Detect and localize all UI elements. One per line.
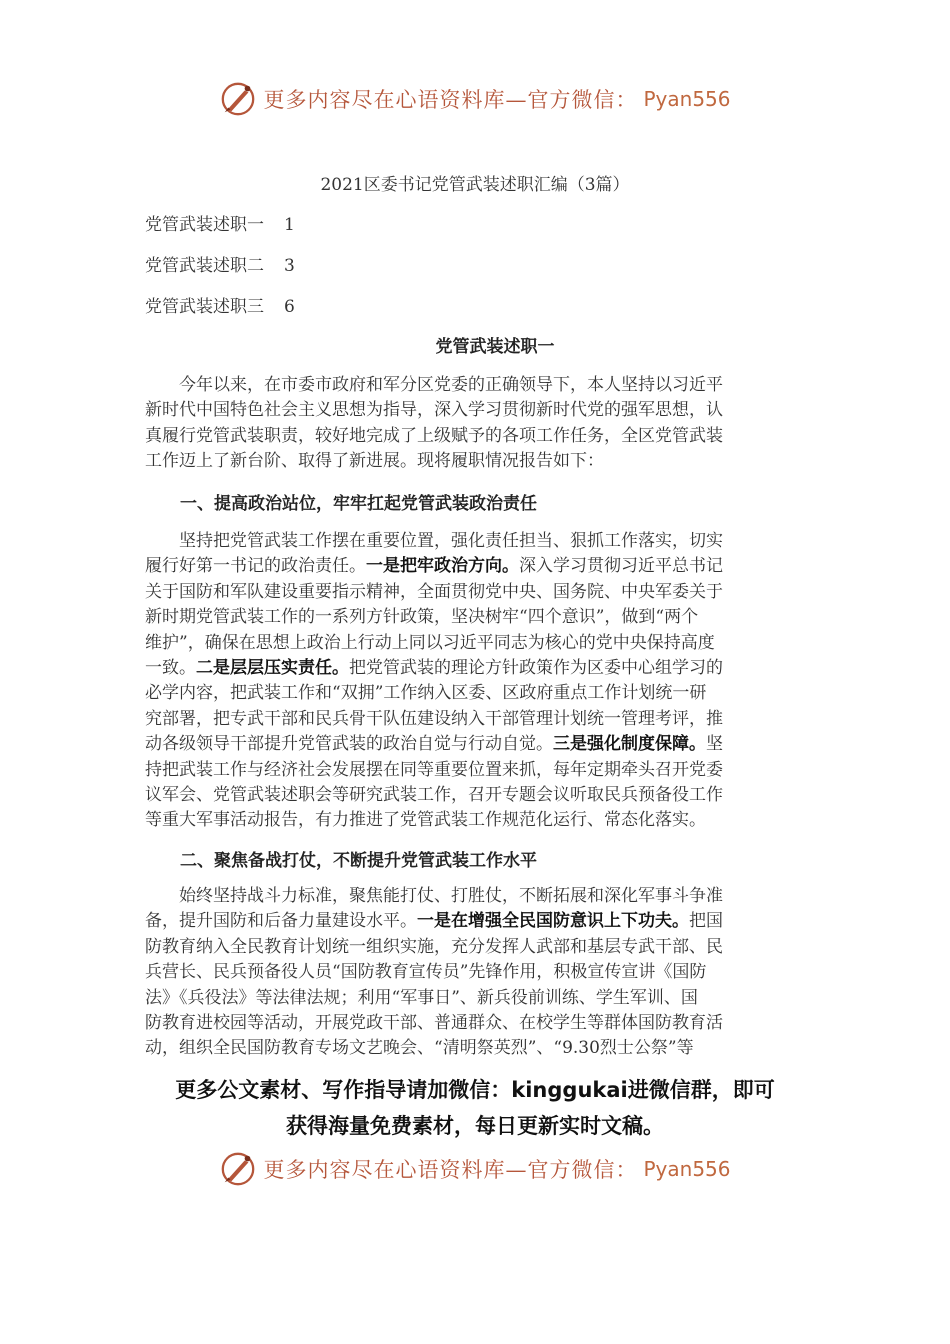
text-line: 究部署，把专武干部和民兵骨干队伍建设纳入干部管理计划统一管理考评，推 (145, 708, 723, 729)
text-run: 深入学习贯彻习近平总书记 (519, 556, 723, 577)
toc-item-page: 1 (284, 215, 295, 235)
paragraph-1 (145, 529, 805, 834)
promo-line: 更多公文素材、写作指导请加微信：kinggukai进微信群，即可 (175, 1078, 775, 1102)
toc-item-label: 党管武装述职二 (145, 256, 264, 276)
toc-item-page: 3 (284, 256, 295, 276)
banner-text: 更多内容尽在心语资料库—官方微信： (263, 1158, 638, 1182)
text-line: 等重大军事活动报告，有力推进了党管武装工作规范化运行、常态化落实。 (145, 810, 706, 831)
pen-logo-icon (219, 80, 257, 118)
text-line: 今年以来，在市委市政府和军分区党委的正确领导下，本人坚持以习近平 (179, 375, 723, 395)
document-title: 2021区委书记党管武装述职汇编（3篇） (320, 175, 630, 195)
heading-2: 二、聚焦备战打仗，不断提升党管武装工作水平 (180, 851, 537, 871)
toc-item[interactable] (145, 210, 295, 235)
footer-banner (0, 1150, 950, 1198)
text-run: 履行好第一书记的政治责任。 (145, 556, 366, 577)
text-line (145, 909, 805, 934)
section-title: 党管武装述职一 (435, 337, 555, 357)
text-line (145, 656, 805, 681)
promo-line: 获得海量免费素材，每日更新实时文稿。 (286, 1114, 664, 1138)
text-run: 动各级领导干部提升党管武装的政治自觉与行动自觉。 (145, 734, 553, 755)
text-line: 法》《兵役法》等法律法规；利用“军事日”、新兵役前训练、学生军训、国 (145, 987, 698, 1008)
keypoint-2: 二是层层压实责任。 (196, 657, 349, 678)
text-line: 必学内容，把武装工作和“双拥”工作纳入区委、区政府重点工作计划统一研 (145, 683, 707, 704)
text-line: 坚持把党管武装工作摆在重要位置，强化责任担当、狠抓工作落实，切实 (179, 531, 723, 551)
text-line (145, 732, 805, 757)
text-line (145, 554, 805, 579)
keypoint-1: 一是把牢政治方向。 (366, 556, 519, 577)
text-run: 把党管武装的理论方针政策作为区委中心组学习的 (349, 657, 723, 678)
header-banner (0, 80, 950, 128)
text-line: 防教育纳入全民教育计划统一组织实施，充分发挥人武部和基层专武干部、民 (145, 936, 723, 957)
toc-item[interactable] (145, 251, 295, 276)
toc-item-label: 党管武装述职三 (145, 297, 264, 317)
heading-1: 一、提高政治站位，牢牢扛起党管武装政治责任 (180, 494, 537, 514)
text-run: 一致。 (145, 657, 196, 678)
text-line: 兵营长、民兵预备役人员“国防教育宣传员”先锋作用，积极宣传宣讲《国防 (145, 962, 707, 983)
toc-item-page: 6 (284, 297, 295, 317)
paragraph-2 (145, 884, 805, 1062)
text-line: 新时代中国特色社会主义思想为指导，深入学习贯彻新时代党的强军思想，认 (145, 400, 723, 421)
keypoint-3: 三是强化制度保障。 (553, 734, 706, 755)
text-line: 新时期党管武装工作的一系列方针政策，坚决树牢“四个意识”，做到“两个 (145, 607, 699, 628)
text-line: 防教育进校园等活动，开展党政干部、普通群众、在校学生等群体国防教育活 (145, 1012, 723, 1033)
text-line: 真履行党管武装职责，较好地完成了上级赋予的各项工作任务，全区党管武装 (145, 425, 723, 446)
promo-notice (0, 1072, 950, 1144)
banner-text: 更多内容尽在心语资料库—官方微信： (263, 88, 638, 112)
text-line: 维护”，确保在思想上政治上行动上同以习近平同志为核心的党中央保持高度 (145, 632, 715, 653)
banner-wechat-id: Pyan556 (643, 1157, 731, 1181)
keypoint-4: 一是在增强全民国防意识上下功夫。 (417, 911, 689, 932)
text-line: 工作迈上了新台阶、取得了新进展。现将履职情况报告如下： (145, 451, 604, 472)
text-line: 持把武装工作与经济社会发展摆在同等重要位置来抓，每年定期牵头召开党委 (145, 759, 723, 780)
toc-item-label: 党管武装述职一 (145, 215, 264, 235)
banner-wechat-id: Pyan556 (643, 87, 731, 111)
text-run: 备，提升国防和后备力量建设水平。 (145, 911, 417, 932)
intro-paragraph (145, 373, 805, 475)
text-run: 坚 (706, 734, 723, 755)
text-line: 始终坚持战斗力标准，聚焦能打仗、打胜仗，不断拓展和深化军事斗争准 (179, 886, 723, 906)
text-line: 议军会、党管武装述职会等研究武装工作，召开专题会议听取民兵预备役工作 (145, 784, 723, 805)
text-line: 动，组织全民国防教育专场文艺晚会、“清明祭英烈”、“9.30烈士公祭”等 (145, 1038, 694, 1059)
toc-item[interactable] (145, 292, 295, 317)
text-line: 关于国防和军队建设重要指示精神，全面贯彻党中央、国务院、中央军委关于 (145, 581, 723, 602)
pen-logo-icon (219, 1150, 257, 1188)
text-run: 把国 (689, 911, 723, 932)
